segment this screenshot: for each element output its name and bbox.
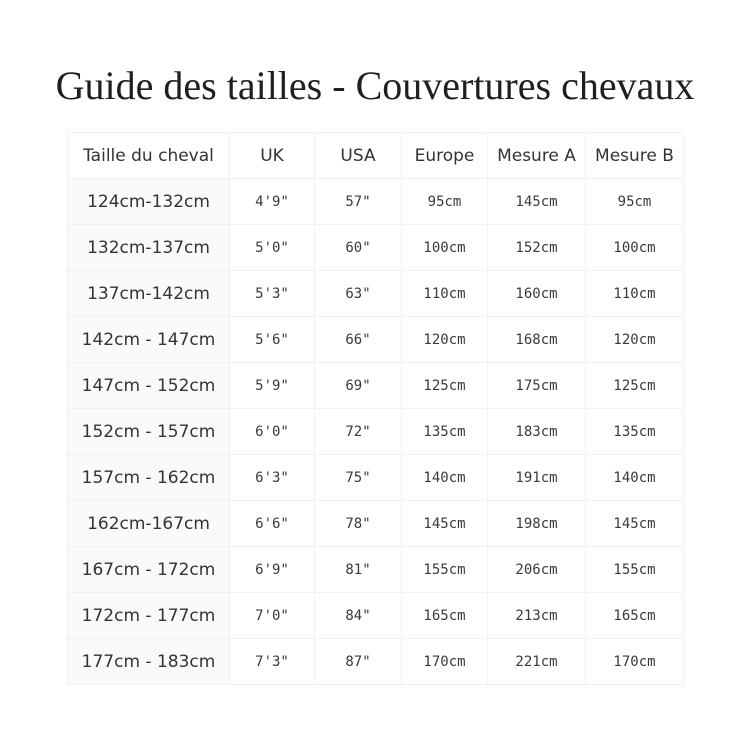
cell-uk: 5'9" — [230, 363, 315, 409]
cell-europe: 120cm — [402, 317, 488, 363]
page-title: Guide des tailles - Couvertures chevaux — [55, 63, 695, 108]
cell-usa: 66" — [315, 317, 402, 363]
cell-measure-b: 135cm — [586, 409, 684, 455]
table-row — [68, 363, 684, 409]
header-horse-size: Taille du cheval — [68, 133, 230, 179]
cell-horse-size: 162cm-167cm — [68, 501, 230, 547]
cell-measure-a: 183cm — [488, 409, 586, 455]
cell-measure-a: 145cm — [488, 179, 586, 225]
cell-measure-a: 221cm — [488, 639, 586, 685]
cell-measure-b: 125cm — [586, 363, 684, 409]
cell-measure-a: 206cm — [488, 547, 586, 593]
table-row — [68, 455, 684, 501]
cell-uk: 6'0" — [230, 409, 315, 455]
table-row — [68, 317, 684, 363]
cell-horse-size: 142cm - 147cm — [68, 317, 230, 363]
cell-europe: 165cm — [402, 593, 488, 639]
cell-uk: 6'9" — [230, 547, 315, 593]
cell-usa: 87" — [315, 639, 402, 685]
cell-europe: 145cm — [402, 501, 488, 547]
cell-measure-b: 140cm — [586, 455, 684, 501]
cell-horse-size: 157cm - 162cm — [68, 455, 230, 501]
cell-usa: 63" — [315, 271, 402, 317]
cell-europe: 125cm — [402, 363, 488, 409]
cell-usa: 72" — [315, 409, 402, 455]
cell-uk: 7'0" — [230, 593, 315, 639]
cell-horse-size: 152cm - 157cm — [68, 409, 230, 455]
cell-usa: 78" — [315, 501, 402, 547]
cell-measure-b: 95cm — [586, 179, 684, 225]
table-row — [68, 501, 684, 547]
cell-uk: 6'3" — [230, 455, 315, 501]
cell-measure-a: 175cm — [488, 363, 586, 409]
table-row — [68, 225, 684, 271]
cell-measure-b: 120cm — [586, 317, 684, 363]
cell-usa: 69" — [315, 363, 402, 409]
table-row — [68, 547, 684, 593]
cell-uk: 5'3" — [230, 271, 315, 317]
cell-europe: 170cm — [402, 639, 488, 685]
cell-europe: 100cm — [402, 225, 488, 271]
cell-measure-b: 170cm — [586, 639, 684, 685]
header-uk: UK — [230, 133, 315, 179]
table-header-row — [68, 133, 684, 179]
cell-horse-size: 177cm - 183cm — [68, 639, 230, 685]
cell-usa: 84" — [315, 593, 402, 639]
table-row — [68, 271, 684, 317]
cell-uk: 5'6" — [230, 317, 315, 363]
cell-horse-size: 132cm-137cm — [68, 225, 230, 271]
cell-europe: 95cm — [402, 179, 488, 225]
cell-measure-a: 191cm — [488, 455, 586, 501]
header-measure-b: Mesure B — [586, 133, 684, 179]
size-chart-table — [67, 132, 684, 685]
cell-uk: 6'6" — [230, 501, 315, 547]
cell-europe: 135cm — [402, 409, 488, 455]
cell-usa: 60" — [315, 225, 402, 271]
cell-horse-size: 124cm-132cm — [68, 179, 230, 225]
cell-europe: 110cm — [402, 271, 488, 317]
header-europe: Europe — [402, 133, 488, 179]
cell-horse-size: 167cm - 172cm — [68, 547, 230, 593]
cell-measure-b: 145cm — [586, 501, 684, 547]
cell-uk: 7'3" — [230, 639, 315, 685]
cell-measure-a: 198cm — [488, 501, 586, 547]
cell-measure-b: 100cm — [586, 225, 684, 271]
cell-measure-a: 152cm — [488, 225, 586, 271]
cell-usa: 57" — [315, 179, 402, 225]
cell-measure-a: 213cm — [488, 593, 586, 639]
cell-horse-size: 147cm - 152cm — [68, 363, 230, 409]
cell-europe: 155cm — [402, 547, 488, 593]
cell-measure-a: 168cm — [488, 317, 586, 363]
cell-measure-b: 165cm — [586, 593, 684, 639]
cell-uk: 4'9" — [230, 179, 315, 225]
cell-measure-b: 110cm — [586, 271, 684, 317]
cell-horse-size: 172cm - 177cm — [68, 593, 230, 639]
table-row — [68, 593, 684, 639]
cell-horse-size: 137cm-142cm — [68, 271, 230, 317]
table-row — [68, 409, 684, 455]
cell-measure-a: 160cm — [488, 271, 586, 317]
cell-measure-b: 155cm — [586, 547, 684, 593]
table-row — [68, 179, 684, 225]
cell-europe: 140cm — [402, 455, 488, 501]
cell-usa: 81" — [315, 547, 402, 593]
header-usa: USA — [315, 133, 402, 179]
table-row — [68, 639, 684, 685]
cell-usa: 75" — [315, 455, 402, 501]
cell-uk: 5'0" — [230, 225, 315, 271]
header-measure-a: Mesure A — [488, 133, 586, 179]
